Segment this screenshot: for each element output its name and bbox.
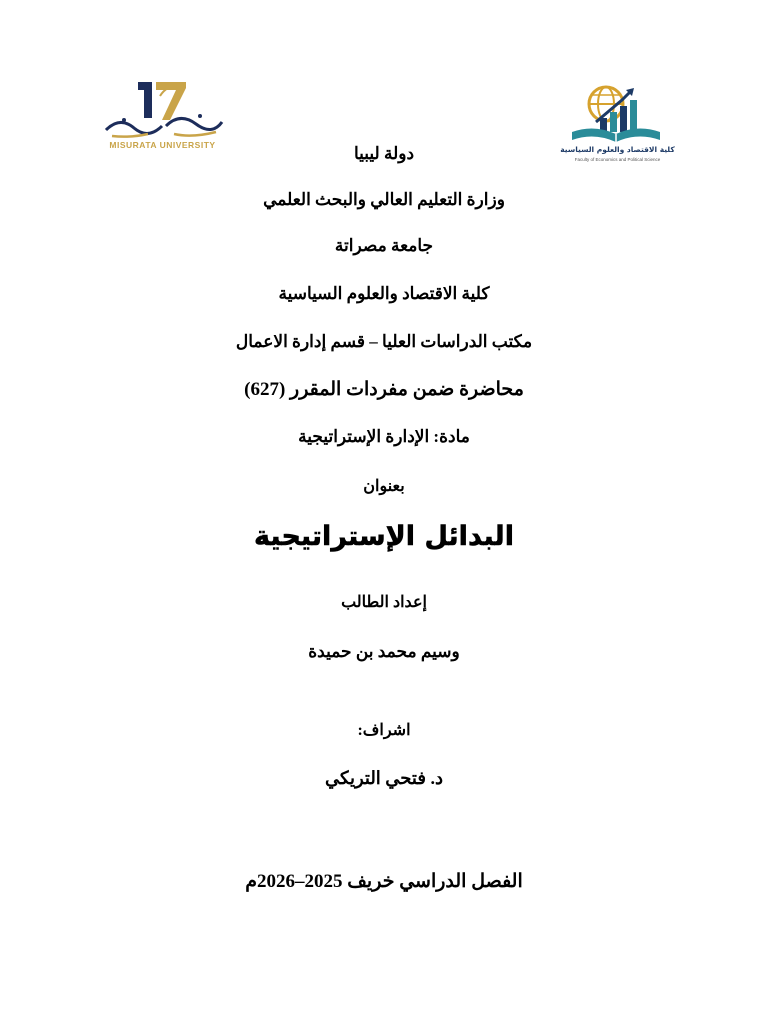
- university-logo-text: MISURATA UNIVERSITY: [109, 140, 216, 150]
- student-name: وسيم محمد بن حميدة: [308, 642, 460, 661]
- semester-line: الفصل الدراسي خريف 2025–2026م: [245, 871, 523, 892]
- ministry-line: وزارة التعليم العالي والبحث العلمي: [263, 190, 505, 209]
- office-line: مكتب الدراسات العليا – قسم إدارة الاعمال: [235, 332, 533, 351]
- supervisor-name: د. فتحي التريكي: [325, 768, 443, 788]
- faculty-logo-english-text: Faculty of Economics and Political Science: [574, 157, 661, 162]
- document-title: البدائل الإستراتيجية: [254, 521, 514, 552]
- faculty-line: كلية الاقتصاد والعلوم السياسية: [278, 284, 490, 303]
- faculty-logo-arabic-text: كلية الاقتصاد والعلوم السياسية: [560, 145, 675, 154]
- supervision-label: اشراف:: [357, 722, 411, 739]
- by-title-label: بعنوان: [363, 478, 405, 495]
- lecture-line: محاضرة ضمن مفردات المقرر (627): [244, 379, 524, 400]
- prepared-by-label: إعداد الطالب: [341, 594, 427, 611]
- university-line: جامعة مصراتة: [334, 236, 434, 255]
- subject-line: مادة: الإدارة الإستراتيجية: [298, 427, 470, 446]
- country-line: دولة ليبيا: [353, 144, 415, 163]
